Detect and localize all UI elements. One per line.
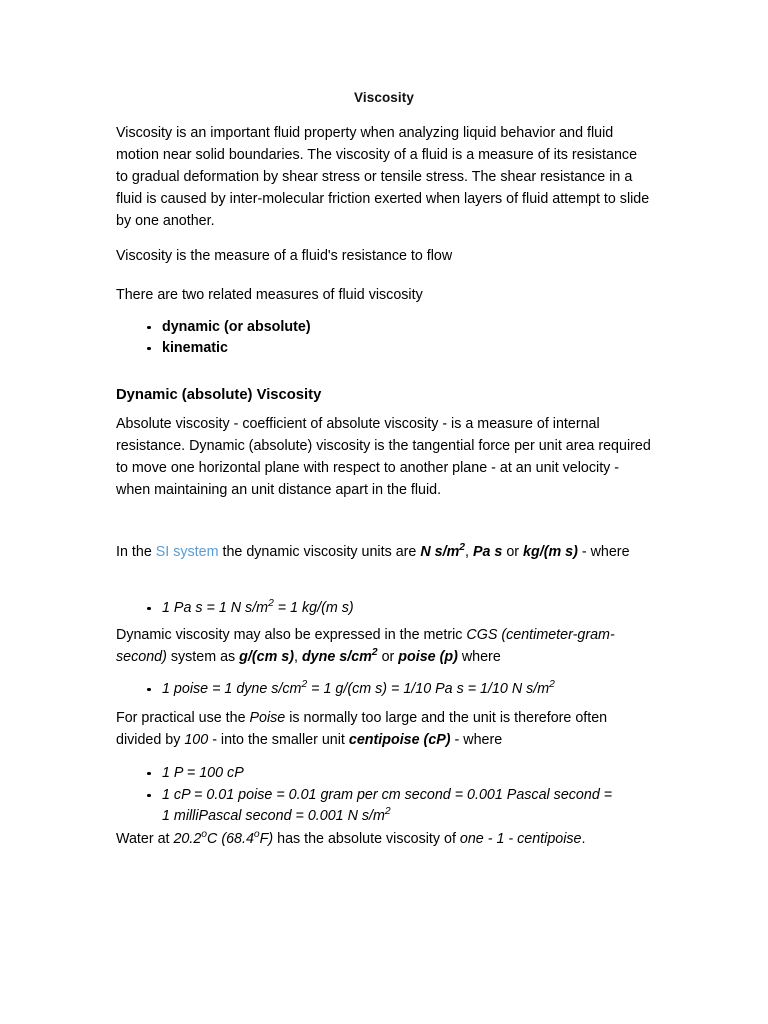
list-pascal-second-equivalence — [116, 598, 652, 619]
degree-icon: o — [201, 829, 208, 841]
paragraph-two-related-measures: There are two related measures of fluid viscosity — [116, 287, 423, 303]
si-unit-1-base: N s/m — [420, 544, 460, 560]
list-item-label-dynamic: dynamic — [162, 319, 221, 335]
poise-equation-exponent-1: 2 — [301, 679, 308, 691]
list-item-paren-open: ( — [220, 319, 229, 335]
cgs-separator-1: , — [294, 649, 302, 666]
list-viscosity-types — [116, 317, 652, 359]
poise-equation — [162, 681, 555, 697]
link-si-system[interactable]: SI system — [155, 544, 219, 560]
poise-equation-exponent-2: 2 — [549, 679, 555, 691]
practical-poise-term: Poise — [249, 710, 286, 726]
cgs-unit-2-exponent: 2 — [371, 647, 378, 659]
pas-equation-base: 1 Pa s = 1 N s/m — [162, 600, 269, 616]
list-centipoise-conversions — [116, 763, 652, 826]
list-item — [116, 785, 652, 826]
si-unit-kilogram-per-meter-second: kg/(m s) — [523, 544, 578, 560]
cgs-separator-2: or — [377, 649, 399, 666]
si-text-after-link: the dynamic viscosity units are — [218, 544, 421, 560]
practical-text-tail: - where — [450, 732, 503, 749]
si-separator-1: , — [465, 544, 473, 560]
water-temp-f-unit: F) — [259, 831, 274, 847]
list-item — [116, 317, 652, 338]
paragraph-practical-use — [116, 707, 652, 751]
cp-equation-2-line-1: 1 cP = 0.01 poise = 0.01 gram per cm second = 0.001 Pascal second = — [162, 787, 613, 804]
pas-equation-exponent: 2 — [268, 598, 274, 610]
page-title: Viscosity — [354, 90, 414, 105]
list-item — [116, 598, 652, 619]
list-item — [116, 338, 652, 359]
paragraph-absolute-viscosity: Absolute viscosity - coefficient of absolute viscosity - is a measure of internal resistance. Dynamic (absolute) viscosity is the tangential force per unit area required to move one horizontal plane with respect to another plane - at an unit velocity - when maintaining an unit distance apart in the fluid. — [116, 416, 651, 499]
cp-equation-2 — [162, 787, 612, 824]
cp-equation-1: 1 P = 100 cP — [162, 765, 244, 781]
si-unit-newton-second-per-square-meter — [420, 544, 465, 560]
water-text-lead: Water at — [116, 831, 174, 847]
paragraph-measure-of-resistance: Viscosity is the measure of a fluid's resistance to flow — [116, 248, 453, 264]
si-text-tail: - where — [577, 544, 630, 560]
cgs-unit-poise: poise (p) — [398, 649, 458, 666]
list-item — [116, 763, 652, 784]
paragraph-intro: Viscosity is an important fluid property when analyzing liquid behavior and fluid motion near solid boundaries. The viscosity of a fluid is a measure of its resistance to gradual deformation by shear stress or tensile stress. The shear resistance in a fluid is caused by inter-molecular friction exerted when layers of fluid attempt to slide by one another. — [116, 125, 650, 230]
water-temp-f-value: (68.4 — [221, 831, 254, 847]
si-text-before-link: In the — [116, 544, 156, 560]
paragraph-water-viscosity — [116, 828, 652, 850]
water-viscosity-result: one - 1 - centipoise — [459, 831, 582, 847]
pas-equation — [162, 600, 354, 616]
cgs-text-mid: system as — [166, 649, 240, 666]
water-temperature-fahrenheit — [221, 831, 273, 847]
practical-text-mid-1: is normally too large and the unit is therefore often divided by — [116, 710, 608, 749]
list-item-label-kinematic: kinematic — [162, 340, 228, 357]
water-text-period: . — [581, 831, 586, 847]
cgs-abbreviation: CGS (centimeter-gram-second) — [116, 627, 615, 666]
list-item-label-or-absolute: or absolute — [228, 319, 306, 335]
cp-equation-2-line-2-base: 1 milliPascal second = 0.001 N s/m — [162, 807, 385, 824]
poise-equation-seg-1: 1 poise = 1 dyne s/cm — [162, 681, 302, 697]
list-item — [116, 679, 652, 700]
practical-text-mid-2: - into the smaller unit — [208, 732, 349, 749]
si-unit-1-exponent: 2 — [459, 542, 465, 554]
si-separator-2: or — [502, 544, 524, 560]
poise-equation-seg-2: = 1 g/(cm s) = 1/10 Pa s = 1/10 N s/m — [307, 681, 550, 697]
paragraph-cgs-system — [116, 624, 652, 668]
water-temp-c-value: 20.2 — [173, 831, 202, 847]
section-heading-dynamic-viscosity: Dynamic (absolute) Viscosity — [116, 387, 322, 403]
water-temp-c-unit: C — [207, 831, 218, 847]
degree-icon: o — [253, 829, 260, 841]
paragraph-si-system — [116, 541, 652, 563]
cp-equation-2-exponent: 2 — [384, 805, 391, 817]
water-temperature-celsius — [173, 831, 217, 847]
cgs-text-tail: where — [457, 649, 501, 666]
practical-centipoise-unit: centipoise (cP) — [348, 732, 451, 749]
pas-equation-tail: = 1 kg/(m s) — [273, 600, 354, 616]
cgs-unit-gram-per-cm-second: g/(cm s) — [239, 649, 294, 666]
si-unit-pascal-second: Pa s — [472, 544, 503, 560]
cgs-text-lead: Dynamic viscosity may also be expressed in the metric — [116, 627, 467, 643]
practical-text-lead: For practical use the — [116, 710, 250, 726]
cgs-unit-dyne-second-per-square-cm — [302, 649, 378, 665]
cgs-unit-2-base: dyne s/cm — [301, 649, 372, 666]
practical-divisor-value: 100 — [184, 732, 209, 749]
water-text-mid: has the absolute viscosity of — [273, 831, 460, 847]
list-item-paren-close: ) — [305, 319, 311, 335]
list-poise-equivalence — [116, 679, 652, 700]
